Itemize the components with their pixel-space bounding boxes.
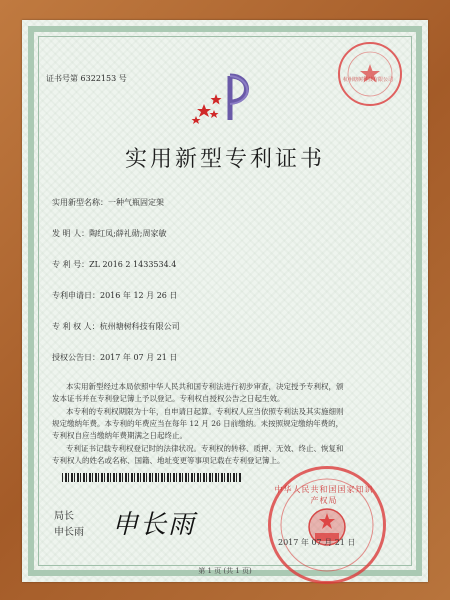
field-label: 实用新型名称： <box>52 198 108 207</box>
field-label: 发 明 人： <box>52 229 90 238</box>
field-label: 专 利 权 人： <box>52 322 100 331</box>
certificate-number-label: 证书号第 <box>46 74 78 83</box>
paragraph-line: 发本证书并在专利登记簿上予以登记。专利权自授权公告之日起生效。 <box>52 394 285 403</box>
paragraph-line: 本专利的专利权期限为十年，自申请日起算。专利权人应当依照专利法及其实施细则 <box>66 407 344 416</box>
applicant-seal-star-icon <box>340 44 400 104</box>
field-value: 陶红凤;薛礼勋;周家敏 <box>89 229 167 238</box>
certificate-number-suffix: 号 <box>118 74 127 83</box>
field-value: ZL 2016 2 1433534.4 <box>89 260 177 269</box>
field-value: 2017 年 07 月 21 日 <box>100 353 178 362</box>
seal-date: 2017 年 07 月 21 日 <box>278 538 356 547</box>
field-value: 2016 年 12 月 26 日 <box>100 291 178 300</box>
page-footer: 第 1 页 (共 1 页) <box>198 567 252 575</box>
paragraph-line: 专利权自应当缴纳年费期满之日起终止。 <box>52 431 187 440</box>
patent-office-emblem-icon <box>190 68 262 126</box>
field-application-date <box>52 290 177 301</box>
paragraph-line: 规定缴纳年费。本专利的年费应当在每年 12 月 26 日前缴纳。未按照规定缴纳年费的， <box>52 419 344 428</box>
certificate-paper <box>22 20 428 582</box>
certificate-title: 实用新型专利证书 <box>124 147 325 172</box>
applicant-seal <box>338 42 402 106</box>
paragraph-line: 专利权人的姓名或名称、国籍、地址变更等事项记载在专利登记簿上。 <box>52 456 285 465</box>
paragraph-line: 专利证书记载专利权登记时的法律状况。专利权的转移、质押、无效、终止、恢复和 <box>66 444 344 453</box>
director-signature: 申长雨 <box>112 510 197 540</box>
field-utility-model-name <box>52 197 164 208</box>
certificate-number <box>46 73 127 84</box>
field-value: 杭州塘树科技有限公司 <box>99 322 180 331</box>
barcode <box>62 473 242 482</box>
field-label: 专 利 号： <box>52 260 90 269</box>
field-value: 一种气瓶固定架 <box>108 198 164 207</box>
certificate-number-value: 6322153 <box>80 74 117 83</box>
office-seal-text: 中华人民共和国国家知识产权局 <box>274 485 374 505</box>
field-patentee <box>52 321 180 332</box>
director-name: 申长雨 <box>54 527 84 538</box>
field-patent-number <box>52 259 176 270</box>
paragraph-line: 本实用新型经过本局依照中华人民共和国专利法进行初步审查，决定授予专利权，颁 <box>66 382 344 391</box>
field-label: 授权公告日： <box>52 353 100 362</box>
director-label: 局长 <box>54 511 74 522</box>
field-inventors <box>52 228 166 239</box>
applicant-seal-text: 杭州塘树科技有限公司 <box>342 77 393 83</box>
field-label: 专利申请日： <box>52 291 100 300</box>
field-grant-date <box>52 352 177 363</box>
